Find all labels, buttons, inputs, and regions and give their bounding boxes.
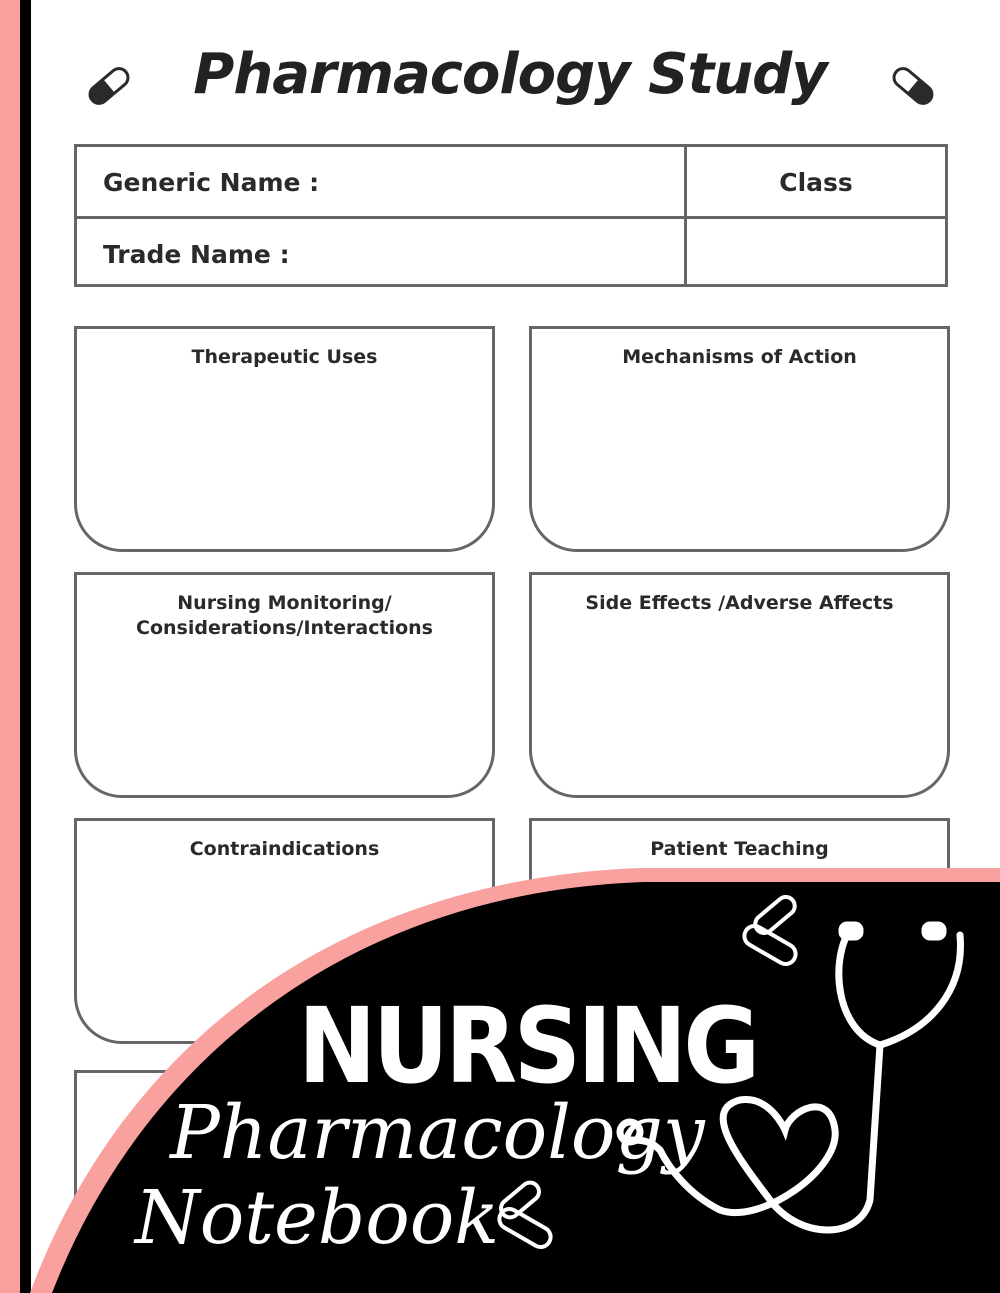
trade-name-label: Trade Name : [103,239,290,269]
section-therapeutic-uses: Therapeutic Uses [74,326,495,552]
section-nursing-monitoring: Nursing Monitoring/ Considerations/Interactions [74,572,495,798]
generic-name-label: Generic Name : [103,167,320,197]
section-side-effects: Side Effects /Adverse Affects [529,572,950,798]
section-contraindications: Contraindications [74,818,495,1044]
class-label: Class [779,167,853,197]
section-patient-teaching: Patient Teaching [529,818,950,1044]
section-mechanisms: Mechanisms of Action [529,326,950,552]
cover-subtitle-line2: Notebook [135,1175,500,1261]
page-title: Pharmacology Study [193,42,827,107]
cover-title: NURSING [298,985,757,1107]
cover-subtitle-line1: Pharmacology [170,1090,705,1176]
